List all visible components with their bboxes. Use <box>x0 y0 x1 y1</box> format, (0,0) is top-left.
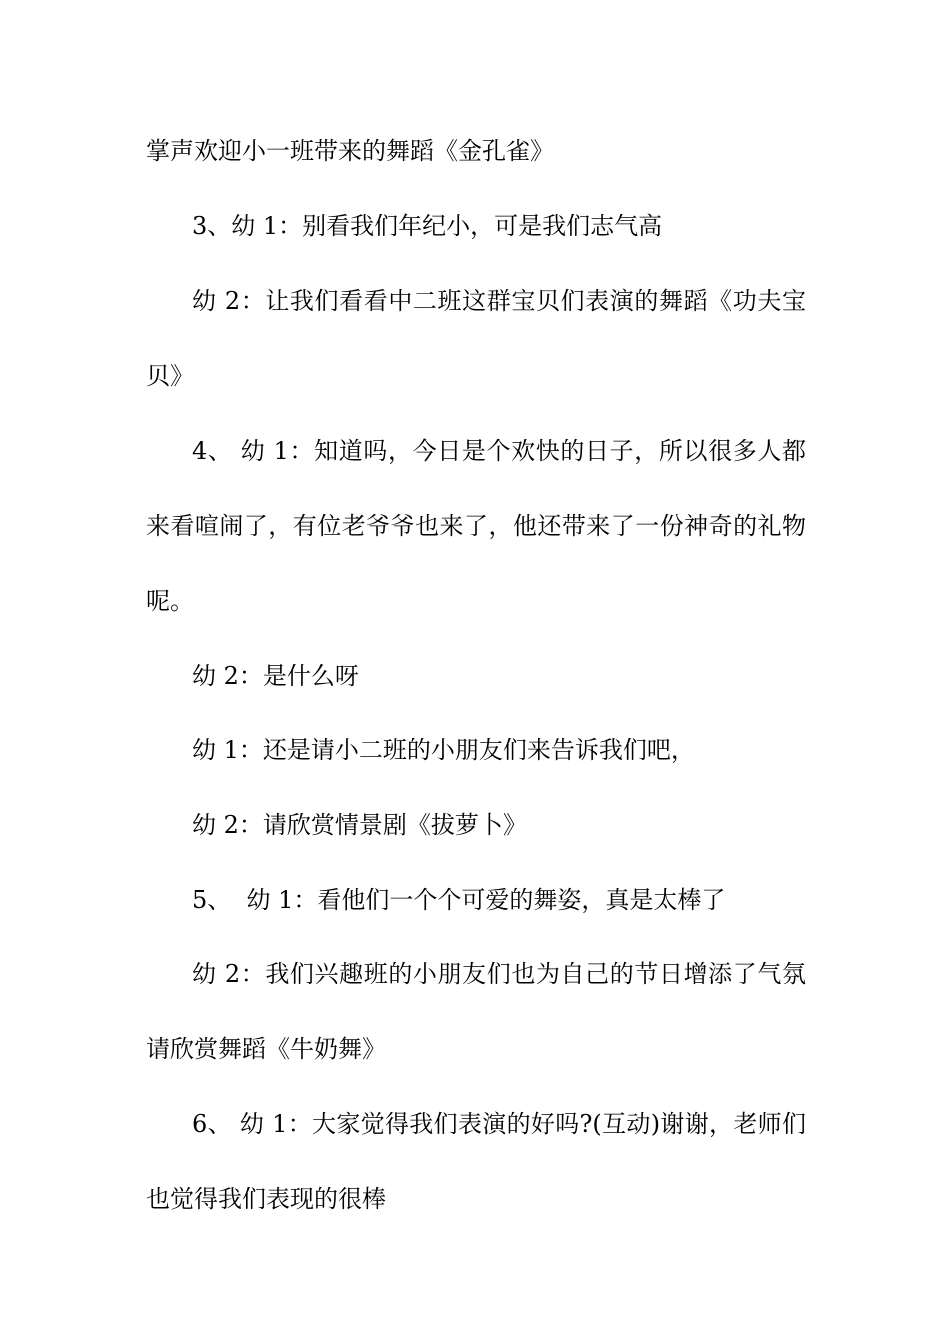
text-line: 幼 1：还是请小二班的小朋友们来告诉我们吧， <box>192 736 695 764</box>
text-line: 幼 2：请欣赏情景剧《拔萝卜》 <box>192 811 527 839</box>
text-line: 6、 幼 1：大家觉得我们表演的好吗?(互动)谢谢，老师们 <box>192 1110 806 1138</box>
text-line: 3、幼 1：别看我们年纪小，可是我们志气高 <box>192 212 663 240</box>
text-line: 呢。 <box>146 587 194 615</box>
text-line: 贝》 <box>146 362 194 390</box>
text-line: 4、 幼 1：知道吗，今日是个欢快的日子，所以很多人都 <box>192 437 806 465</box>
text-line: 幼 2：是什么呀 <box>192 662 359 690</box>
text-line: 掌声欢迎小一班带来的舞蹈《金孔雀》 <box>146 137 554 165</box>
text-line: 幼 2：让我们看看中二班这群宝贝们表演的舞蹈《功夫宝 <box>192 287 806 315</box>
text-line: 来看喧闹了，有位老爷爷也来了，他还带来了一份神奇的礼物 <box>146 512 806 540</box>
text-line: 5、 幼 1：看他们一个个可爱的舞姿，真是太棒了 <box>192 886 726 914</box>
text-line: 请欣赏舞蹈《牛奶舞》 <box>146 1035 386 1063</box>
text-line: 也觉得我们表现的很棒 <box>146 1185 386 1213</box>
text-line: 幼 2：我们兴趣班的小朋友们也为自己的节日增添了气氛 <box>192 960 806 988</box>
